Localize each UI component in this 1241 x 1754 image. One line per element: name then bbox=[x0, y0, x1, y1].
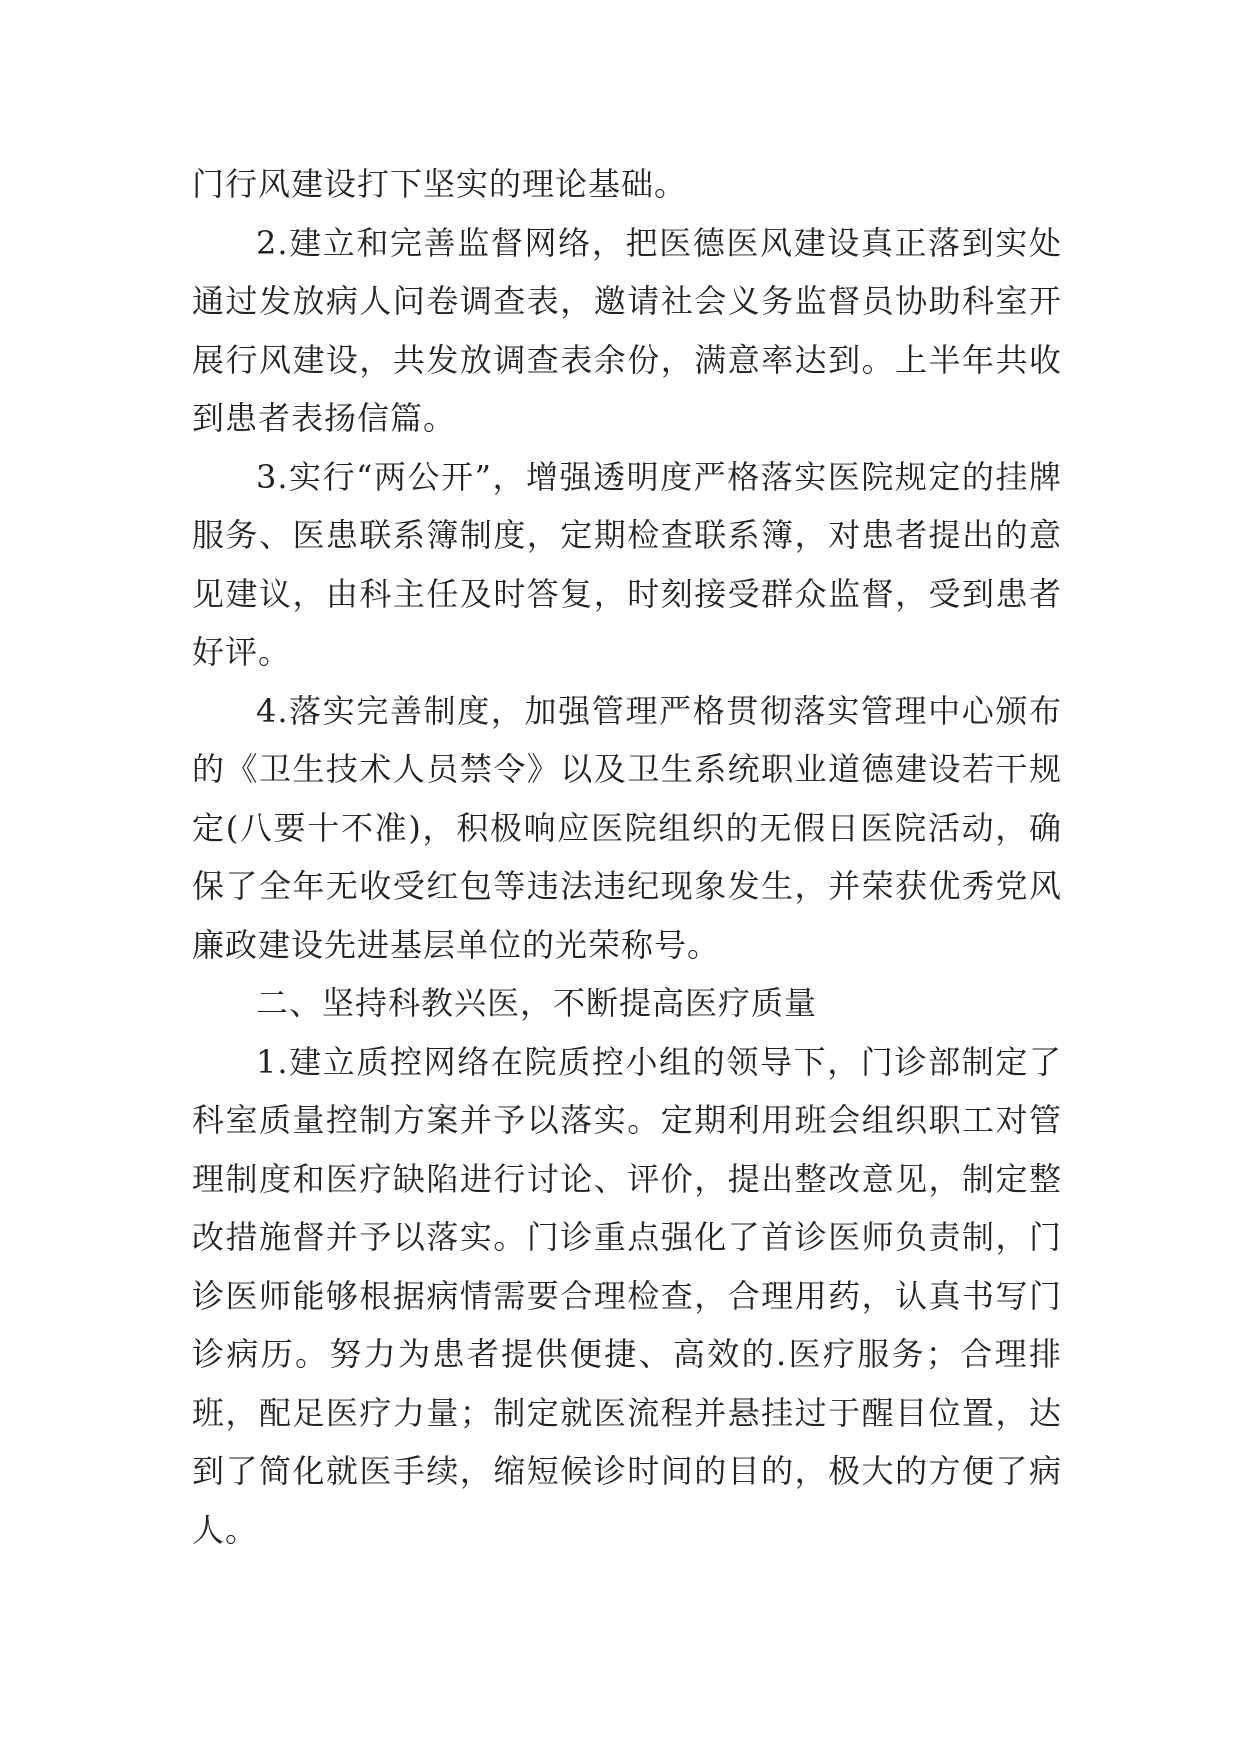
section-heading-medical-quality: 二、坚持科教兴医，不断提高医疗质量 bbox=[256, 984, 818, 1022]
paragraph-quality-control-network: 1.建立质控网络在院质控小组的领导下，门诊部制定了科室质量控制方案并予以落实。定期利用班会组织职工对管理制度和医疗缺陷进行讨论、评价，提出整改意见，制定整改措施督并予以落实。门诊重点强化了首诊医师负责制，门诊医师能够根据病情需要合理检查，合理用药，认真书写门诊病历。努力为患者提供便捷、高效的.医疗服务；合理排班，配足医疗力量；制定就医流程并悬挂过于醒目位置，达到了简化就医手续，缩短候诊时间的目的，极大的方便了病人。 bbox=[192, 1042, 1062, 1549]
paragraph-two-disclosures: 3.实行“两公开”，增强透明度严格落实医院规定的挂牌服务、医患联系簿制度，定期检查联系簿，对患者提出的意见建议，由科主任及时答复，时刻接受群众监督，受到患者好评。 bbox=[192, 457, 1062, 671]
paragraph-supervision-network: 2.建立和完善监督网络，把医德医风建设真正落到实处通过发放病人问卷调查表，邀请社会义务监督员协助科室开展行风建设，共发放调查表余份，满意率达到。上半年共收到患者表扬信篇。 bbox=[192, 223, 1062, 437]
document-body bbox=[192, 155, 1062, 1559]
paragraph-system-management: 4.落实完善制度，加强管理严格贯彻落实管理中心颁布的《卫生技术人员禁令》以及卫生系统职业道德建设若干规定(八要十不准)，积极响应医院组织的无假日医院活动，确保了全年无收受红包等违法违纪现象发生，并荣获优秀党风廉政建设先进基层单位的光荣称号。 bbox=[192, 691, 1062, 964]
paragraph-continuation: 门行风建设打下坚实的理论基础。 bbox=[192, 165, 688, 203]
